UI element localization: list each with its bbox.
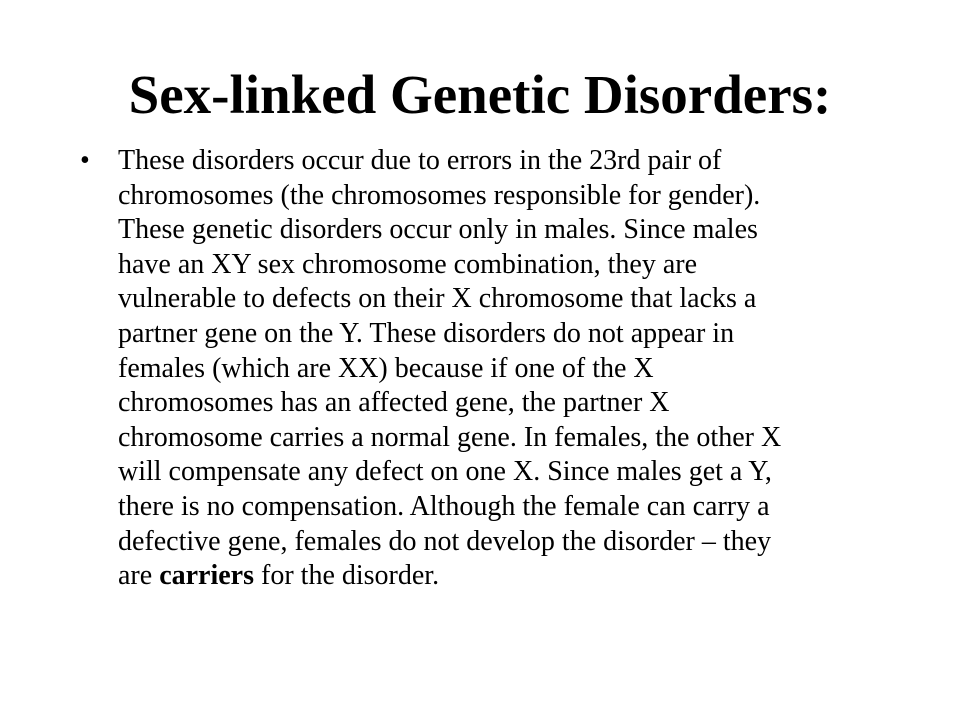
last-line-prefix: are (118, 560, 160, 592)
body-line-last (118, 559, 880, 594)
body-bullet-list (80, 144, 880, 594)
body-line: chromosome carries a normal gene. In females, the other X (118, 421, 782, 453)
body-line: there is no compensation. Although the female can carry a (118, 490, 770, 522)
bullet-item (80, 144, 880, 594)
body-line: chromosomes (the chromosomes responsible for gender). (118, 179, 761, 211)
last-line-suffix: for the disorder. (254, 560, 440, 592)
body-line: defective gene, females do not develop the disorder – they (118, 525, 772, 557)
body-line: chromosomes has an affected gene, the partner X (118, 387, 670, 419)
body-line: will compensate any defect on one X. Since males get a Y, (118, 456, 772, 488)
carriers-emphasis: carriers (159, 560, 255, 592)
bullet-dot-icon: • (80, 145, 90, 176)
body-line: partner gene on the Y. These disorders do not appear in (118, 317, 735, 349)
body-line: These genetic disorders occur only in males. Since males (118, 214, 758, 246)
body-line: have an XY sex chromosome combination, they are (118, 248, 698, 280)
body-line: vulnerable to defects on their X chromosome that lacks a (118, 283, 757, 315)
body-line: females (which are XX) because if one of the X (118, 352, 654, 384)
slide-title: Sex-linked Genetic Disorders: (128, 64, 832, 125)
body-line: These disorders occur due to errors in the 23rd pair of (118, 145, 722, 176)
